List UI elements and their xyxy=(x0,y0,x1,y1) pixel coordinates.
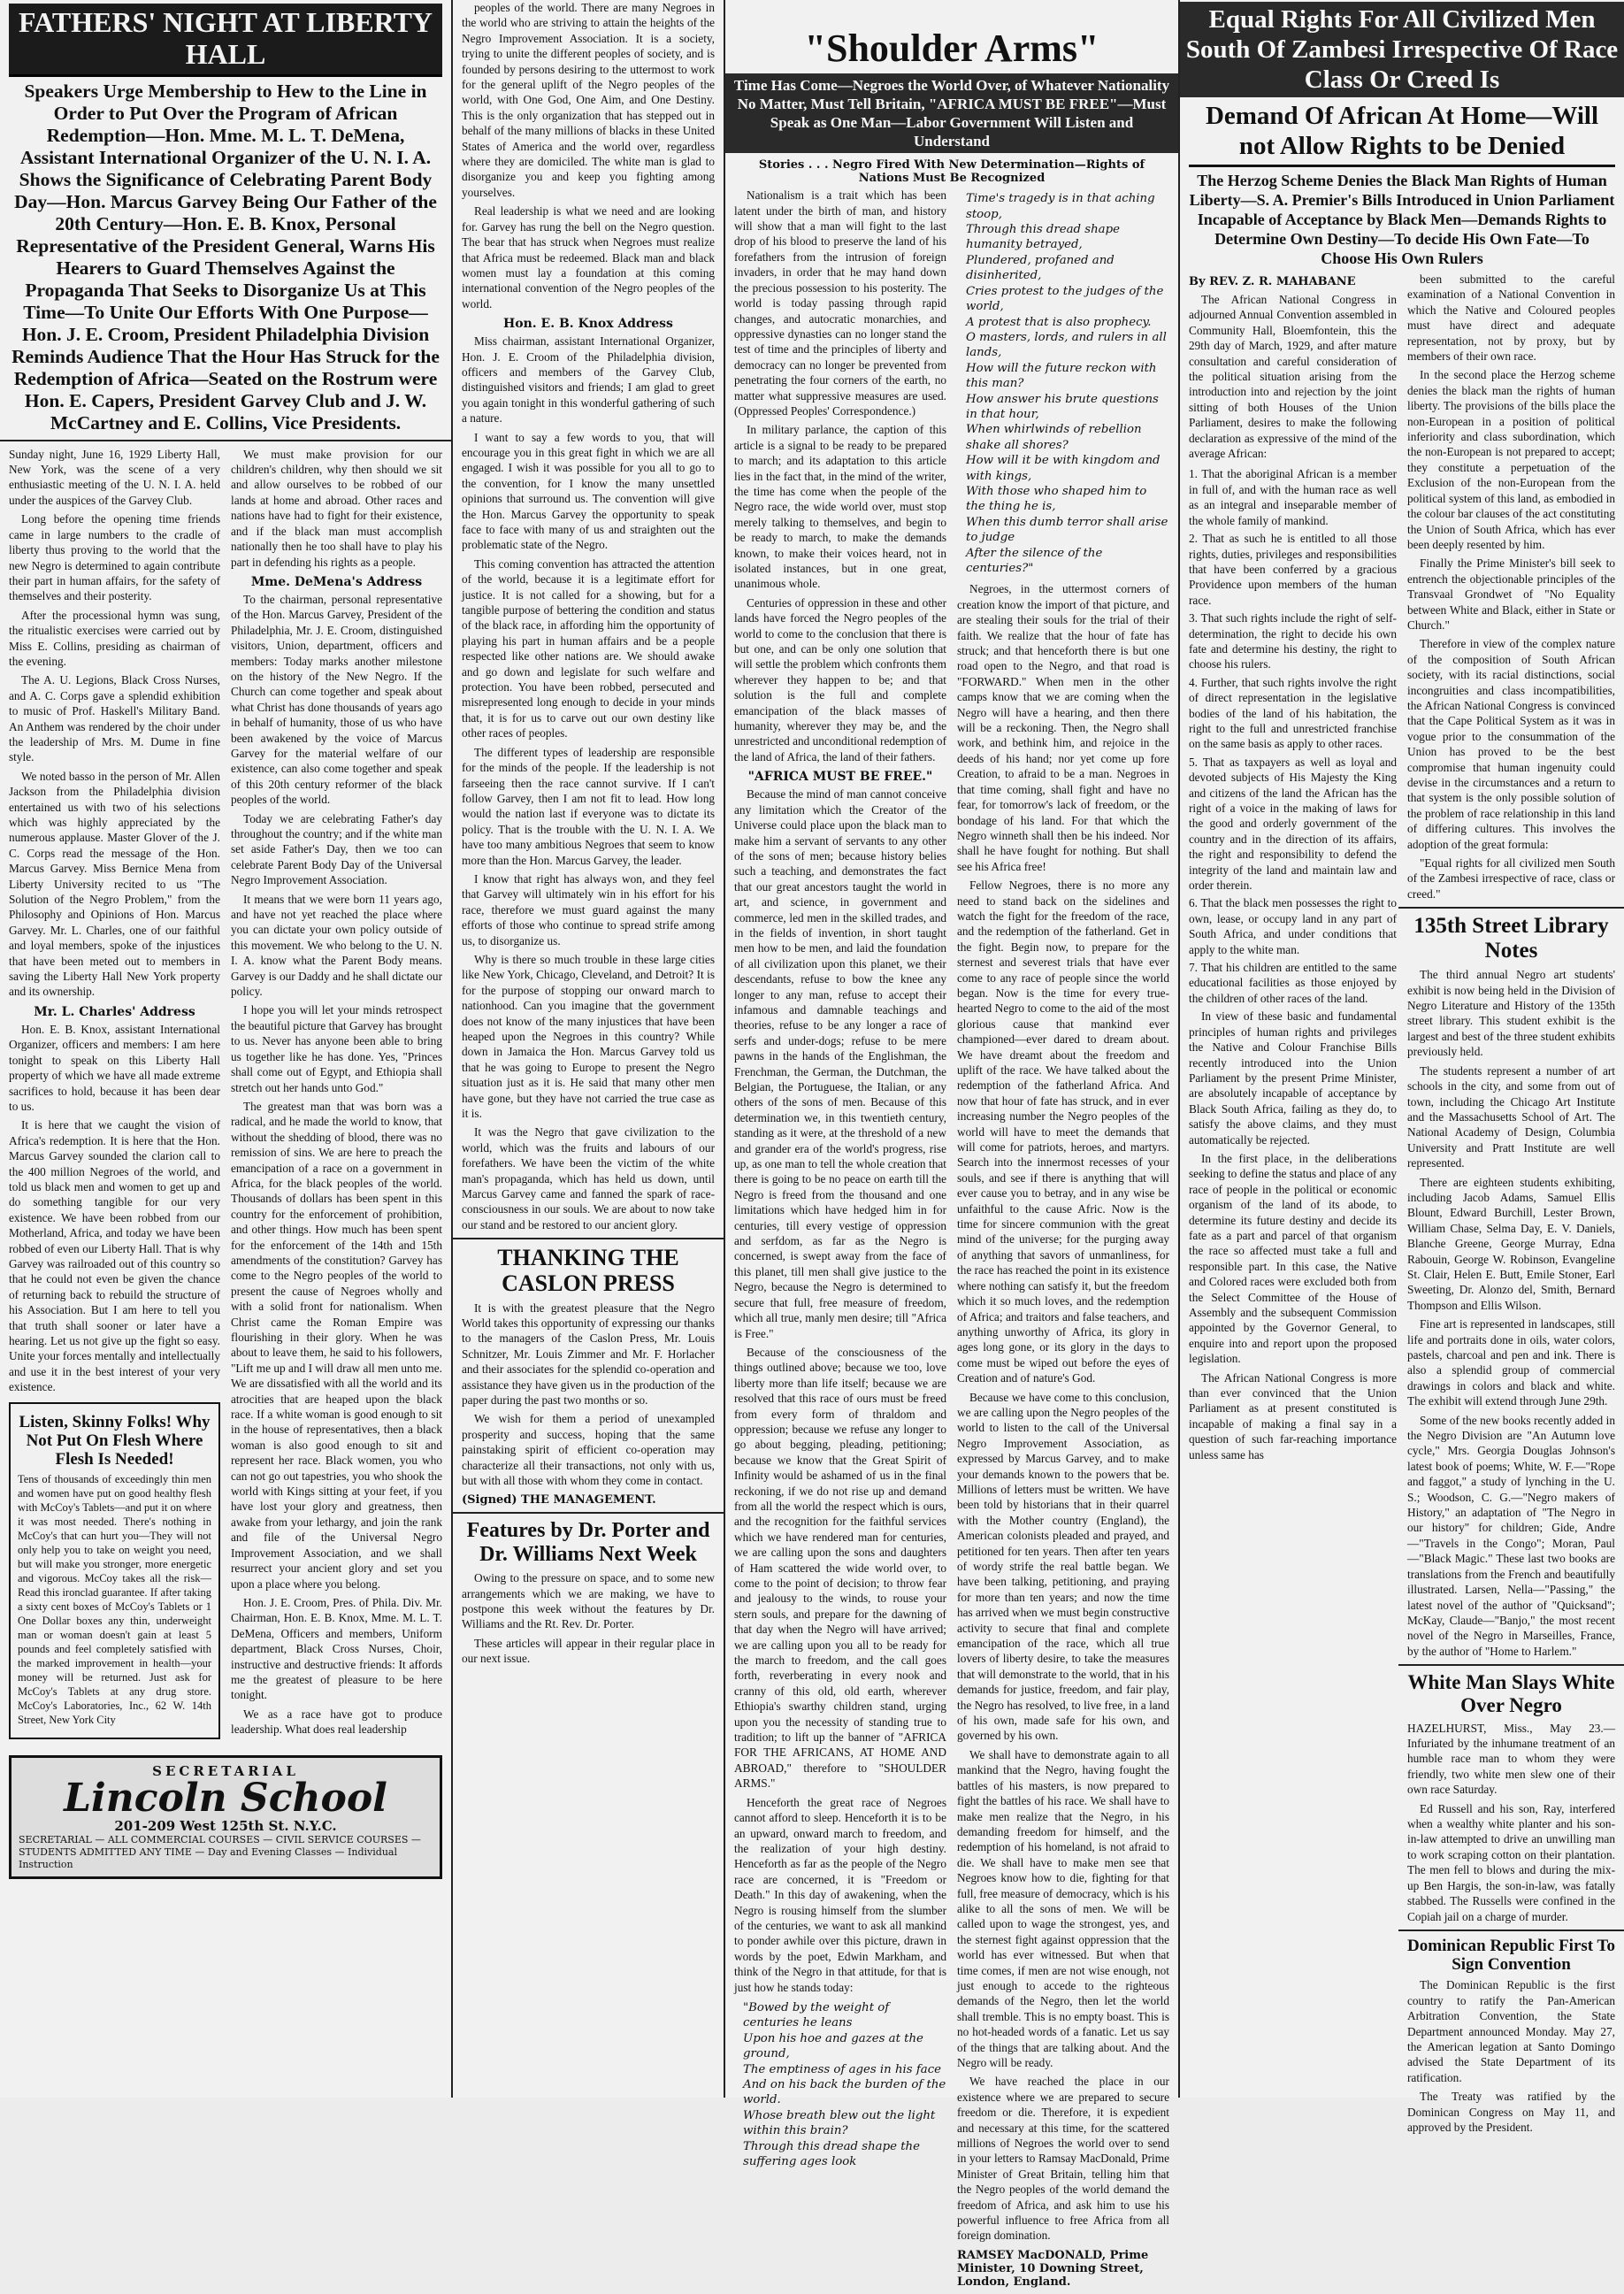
article-paragraph: We shall have to demonstrate again to all mankind that the Negro, having fought the battles of his masters, is now prepared to fight the battles of his race. We shall have to make men realize that the Negro, in his demanding freedom for himself, and the redemption of his homeland, is not afraid to die. We shall have to make men see that Negroes know how to die, fighting for that full, free measure of democracy, which is his alike to all the sons of men. We will be called upon to wage the strongest, yes, and the sternest fight against oppression that the world has ever witnessed. But when that time comes, if men are not wise enough, not just enough to accede to the righteous demands of the Negro, then let the world shall tremble. This is no empty boast. This is no hot-headed words of a fanatic. Let us say of the things that are talking about. And the Negro will be ready. xyxy=(957,1747,1169,2070)
list-item: 2. That as such he is entitled to all those rights, duties, privileges and responsibilities that have been conferred by a gracious Providence upon members of the human race. xyxy=(1189,532,1397,607)
column-knox xyxy=(453,0,724,2098)
poem-line: Whose breath blew out the light within this brain? xyxy=(743,2108,936,2138)
demena-address xyxy=(231,592,442,1738)
article-paragraph: The students represent a number of art schools in the city, and some from out of town, including the Chicago Art Institute and the Massachusetts School of Art. The National Academy of Design, Columbia University and Pratt Institute are well represented. xyxy=(1407,1063,1615,1170)
poem-line: Time's tragedy is in that aching stoop, xyxy=(966,192,1155,221)
article-paragraph: The third annual Negro art students' exhibit is now being held in the Division of Negro Literature and History of the 135th street library. This student exhibit is the largest and best of the three student exhibits previously held. xyxy=(1407,968,1615,1059)
mccoys-ad xyxy=(9,1402,220,1740)
article-paragraph: The African National Congress in adjourned Annual Convention assembled in Community Hall, Bloemfontein, this the 29th day of March, 1929, and after mature consultation and careful consideration of the political situation arising from the introduction into and rejection by the joint sitting of both Houses of the Union Parliament, desires to make the following declaration as expressive of the mind of the average African: xyxy=(1189,293,1397,461)
article-paragraph: Because the mind of man cannot conceive any limitation which the Creator of the Universe could place upon the black man to make him a servant of servants to any other of the sons of men; because history belies such a teaching, and demonstrates the fact that our great ancestors taught the world in art, and science, in government and commerce, led men in the skilled trades, and in the fields of invention, in short taught men how to be men, and laid the foundation of all civilization upon this planet, we their descendants, refuse to bow the knee any longer to any man, refuse to accept their infamous and damnable teachings and theories, refuse to be any longer a race of serfs and under-dogs; refuse to be mere pawns in the hands of the Englishman, the Frenchman, the German, the Dutchman, the Belgian, the Portuguese, the Italian, or any others of the sons of men. Because of this determination we, in this twentieth century, standing as it were, at the threshold of a new and grander era of the world's progress, rise up, as one man to tell the whole creation that there is going to be no peace on earth till the Negro is freed from the thousand and one limitations which have hedged him in for centuries, till every vestige of oppression and serfdom, as far as the Negro is concerned, is swept away from the face of this planet, till men shall give justice to the Negro, because the Negro is determined to secure that full, free measure of freedom, which all true, manly men desire; till "Africa is Free." xyxy=(734,787,946,1340)
list-item: 1. That the aboriginal African is a member in full of, and with the human race as well as an integral and inseparable member of the whole family of mankind. xyxy=(1189,467,1397,527)
school-logo: Lincoln School xyxy=(64,1776,387,1822)
dominican-text xyxy=(1407,1977,1615,2135)
shoulder-arms-body xyxy=(734,188,1169,2294)
poem-line: When whirlwinds of rebellion shake all shores? xyxy=(966,423,1142,452)
article-paragraph: These articles will appear in their regular place in our next issue. xyxy=(462,1636,715,1666)
caslon-signature: (Signed) THE MANAGEMENT. xyxy=(462,1493,656,1508)
library-notes-title: 135th Street Library Notes xyxy=(1413,914,1609,963)
dominican-title: Dominican Republic First To Sign Convention xyxy=(1407,1936,1615,1975)
poem-line: Plundered, profaned and disinherited, xyxy=(966,253,1115,283)
caslon-title: THANKING THE CASLON PRESS xyxy=(497,1245,679,1297)
article-paragraph: After the processional hymn was sung, the ritualistic exercises were carried out by Miss E. Collins, presiding as chairman of the evening. xyxy=(9,608,220,668)
article-paragraph: In the first place, in the deliberations seeking to define the status and place of any race of people in the political or economic organism of the land of its abode, to determine its future destiny and decide its fate as a part and parcel of that organism the race so affected must take a full and responsible part. In this case, the Native and Colored races were excluded both from the Select Committee of the House of Assembly and the subsequent Commission appointed by the Governor General, to enquire into and report upon the proposed legislation. xyxy=(1189,1151,1397,1366)
divider xyxy=(0,440,451,441)
poem-line: Upon his hoe and gazes at the ground, xyxy=(743,2031,923,2061)
list-item: 4. Further, that such rights involve the right of direct representation in the legislative bodies of the land of his habitation, the right to the full and unrestricted franchise on the same basis as apply to other races. xyxy=(1189,675,1397,751)
list-item: 5. That as taxpayers as well as loyal and devoted subjects of His Majesty the King and citizens of the land the African has the right of a voice in the making of laws for the good and orderly government of the country and in the direction of its affairs, the right and responsibility to defend the integrity of the land and maintain law and order therein. xyxy=(1189,755,1397,893)
school-top-label: SECRETARIAL xyxy=(152,1763,299,1780)
fathers-night-left xyxy=(9,447,220,1000)
divider xyxy=(1398,1664,1624,1666)
shoulder-arms-left-2 xyxy=(734,786,946,1995)
caslon-text xyxy=(462,1300,715,1489)
slaying-text xyxy=(1407,1721,1615,1924)
article-paragraph: Finally the Prime Minister's bill seek to entrench the objectionable principles of the Transvaal Grondwet of "No Equality between White and Black, either in State or Church." xyxy=(1407,556,1615,632)
article-paragraph: Miss chairman, assistant International Organizer, Hon. J. E. Croom of the Philadelphia division, officers and members of the Garvey Club, distinguished visitors and friends; I am glad to greet you again tonight in this wonderful gathering of such a nature. xyxy=(462,334,715,426)
article-paragraph: Why is there so much trouble in these large cities like New York, Chicago, Cleveland, and Detroit? It is for the purpose of stopping our onward march to nationhood. Can you imagine that the government does not know of the many injustices that have been heaped upon the Negroes in this country? While down in Jamaica the Hon. Marcus Garvey told us that he was going to Europe to present the Negro situation just as it is. He said that many other men have gone, but they have not carried the true case as it is. xyxy=(462,952,715,1121)
equal-rights-intro xyxy=(1189,292,1397,461)
article-paragraph: Hon. J. E. Croom, Pres. of Phila. Div. Mr. Chairman, Hon. E. B. Knox, Mme. M. L. T. DeMena, Officers and members, Uniform department, Black Cross Nurses, Choir, instructive and destructive friends: It affords me the greatest of pleasure to be here tonight. xyxy=(231,1595,442,1702)
article-paragraph: HAZELHURST, Miss., May 23.—Infuriated by the inhumane treatment of an humble race man to whom they were friendly, two white men slew one of their own race Saturday. xyxy=(1407,1721,1615,1797)
subheading-africa-free: "AFRICA MUST BE FREE." xyxy=(747,770,933,785)
article-paragraph: It is with the greatest pleasure that the Negro World takes this opportunity of expressing our thanks to the managers of the Caslon Press, Mr. Louis Schnitzer, Mr. Louis Zimmer and Mr. F. Horlacher and their associates for the splendid co-operation and assistance they have given us in the production of the paper during the past two months or so. xyxy=(462,1300,715,1407)
article-paragraph: Nationalism is a trait which has been latent under the birth of man, and history will show that a man will fight to the last drop of his blood to preserve the land of his forefathers from the intrusion of foreign invaders, in order that he may hand down the precious possession to his posterity. The world is today passing through rapid changes, and autocratic monarchies, and oppressive dynasties can no longer stand the test of time and the principles of liberty and democracy can no longer be prevented from penetrating the four corners of the earth, no matter what suppressive measures are used. (Oppressed Peoples' Correspondence.) xyxy=(734,188,946,418)
article-paragraph: Henceforth the great race of Negroes cannot afford to sleep. Henceforth it is to be an upward, onward march to freedom, and the realization of your high destiny. Henceforth as far as the people of the Negro race are concerned, it is "Freedom or Death." In this day of awakening, when the Negro is rousing himself from the slumber of the centuries, we want to ask all mankind to ponder awhile over this picture, drawn in words by the poet, Edwin Markham, and think of the Negro in that attitude, for that is just how he stands today: xyxy=(734,1795,946,1994)
poem-line: How will the future reckon with this man? xyxy=(966,361,1157,391)
poem-line: The emptiness of ages in his face xyxy=(743,2062,942,2076)
divider xyxy=(1398,907,1624,909)
article-paragraph: Because of the consciousness of the things outlined above; because we too, love liberty more than life itself; because we are resolved that this race of ours must be freed from every form of thraldom and oppression; because we refuse any longer to go about begging, pleading, petitioning; because we know that the Great Spirit of Infinity would be ashamed of us in the final reckoning, if we do not rise up and demand from all the world the respect which is ours, and the recognition for the faithful services which we have rendered man for centuries, we are calling upon the sons and daughters of Ham scattered the wide world over, to come to the point of decision; to throw fear and jealousy to the winds, to rouse your stern souls, and prepare for the dawning of that day when the Negro will have arrived; we are calling upon you all to be ready for the march to freedom, and the call goes forth, reverberating in every nook and cranny of this old, old earth, wherever Ethiopia's swarthy children stand, urging upon you the necessity of standing true to tradition; to lift up the banner of "AFRICA FOR THE AFRICANS, AT HOME AND ABROAD," therefore to "SHOULDER ARMS." xyxy=(734,1345,946,1791)
article-paragraph: This coming convention has attracted the attention of the world, because it is a legitimate effort for justice. It is not called for a showing, but for a tangible purpose of bettering the condition and status of the black race, in affording him the opportunity of playing his part in human affairs and be a people respected like other nations are. We should awake and go down and legislate for such welfare and protection. You have been robbed, persecuted and misrepresented long enough to decide in your minds that, it is for us to carve out our own destiny like other races of peoples. xyxy=(462,556,715,740)
mccoys-ad-body: Tens of thousands of exceedingly thin men and women have put on good healthy flesh with McCoy's Tablets—and put it on where it was most needed. There's nothing in McCoy's that can hurt you—They will not only help you to take on weight you need, but will make you stronger, more energetic and vigorous. McCoy takes all the risk—Read this ironclad guarantee. If after taking a sixty cent boxes of McCoy's Tablets or 1 One Dollar boxes any thin, underweight man or woman doesn't gain at least 5 pounds and feel completely satisfied with the marked improvement in health—your money will be returned. Just ask for McCoy's Tablets at any drug store. McCoy's Laboratories, Inc., 62 W. 14th Street, New York City xyxy=(18,1473,211,1727)
column-shoulder-arms xyxy=(725,0,1178,2289)
equal-rights-body xyxy=(1189,272,1615,2141)
article-paragraph: Sunday night, June 16, 1929 Liberty Hall, New York, was the scene of a very enthusiastic meeting of the U. N. I. A. held under the auspices of the Garvey Club. xyxy=(9,447,220,507)
article-paragraph: I hope you will let your minds retrospect the beautiful picture that Garvey has brought to us. Never has anyone been able to bring us together like he has done. Yes, "Princes shall come out of Egypt, and Ethiopia shall stretch out her hands unto God." xyxy=(231,1003,442,1094)
shoulder-arms-headline: "Shoulder Arms" xyxy=(804,27,1099,70)
divider xyxy=(453,1512,724,1514)
column-equal-rights xyxy=(1180,0,1624,2135)
article-paragraph: Fellow Negroes, there is no more any need to stand back on the sidelines and watch the fight for the freedom of the race, and the redemption of the fatherland. Get in the fight. Begin now, to prepare for the sternest and severest trials that have ever come to any race of people since the world began. Now is the time for every true-hearted Negro to come to the aid of the most glorious cause that mankind ever championed—ever dared to dream about. We have dreamt about the freedom and uplift of the race. We have talked about the redemption of the fatherland Africa. And now that hour of fate has struck, and in ever increasing number the Negro peoples of the world will have to meet the demands that will come for patriots, heroes, and martyrs. Search into the innermost recesses of your souls, and see if there is anything that will ever cause you to betray, and in any wise be unfaithful to the cause Afric. Now is the time for sincere communion with the great mind of the universe; for the purging away of anything that savors of unmanliness, for the race has reached the point in its existence where nothing can satisfy it, but the freedom which it so much loves, and the redemption of Africa; and traitors and false teachers, and anything unworthy of Africa, its glory in ages long gone, or its glory in the days to come must be wiped out before the eyes of Creation and of nature's God. xyxy=(957,878,1169,1385)
poem-line: Through this dread shape the suffering ages look xyxy=(743,2139,920,2169)
article-paragraph: The A. U. Legions, Black Cross Nurses, and A. C. Corps gave a splendid exhibition to music of Prof. Haskell's Military Band. An Anthem was rendered by the choir under the leadership of Mrs. M. Dume in fine style. xyxy=(9,673,220,764)
poem-line: Cries protest to the judges of the world, xyxy=(966,284,1164,314)
poem-line: When this dumb terror shall arise to judge xyxy=(966,515,1168,545)
article-paragraph: Long before the opening time friends came in large numbers to the cradle of liberty thus proving to the world that the new Negro is determined to again contribute their part in human affairs, for the safety of themselves and their posterity. xyxy=(9,512,220,603)
lincoln-school-ad xyxy=(9,1755,442,1879)
article-paragraph: Today we are celebrating Father's day throughout the country; and if the white man set aside Father's Day, then we too can celebrate Parent Body Day of the Universal Negro Improvement Association. xyxy=(231,811,442,887)
article-paragraph: Owing to the pressure on space, and to some new arrangements which we are making, we have to postpone this week without the features by Dr. Williams and the Rt. Rev. Dr. Porter. xyxy=(462,1571,715,1631)
declaration-list xyxy=(1189,466,1397,1006)
column-fathers-night xyxy=(0,0,451,2098)
shoulder-arms-right xyxy=(957,581,1169,2243)
article-paragraph: We must make provision for our children's children, why then should we sit and allow ourselves to be robbed of our lands at home and abroad. Other races and nations have had to fight for their existence, and if the black man must accomplish nationally then he too shall have to play his part in defending his rights as a people. xyxy=(231,447,442,569)
list-item: 3. That such rights include the right of self-determination, the right to decide his own fate and determine his destiny, the right to choose his rulers. xyxy=(1189,611,1397,671)
subheading-charles: Mr. L. Charles' Address xyxy=(34,1004,195,1019)
article-paragraph: The Dominican Republic is the first country to ratify the Pan-American Arbitration Convention, the State Department announced Monday. May 27, the American legation at Santo Domingo advised the State Department of its ratification. xyxy=(1407,1978,1615,2084)
poem-line: Through this dread shape humanity betrayed, xyxy=(966,223,1120,252)
features-title: Features by Dr. Porter and Dr. Williams Next Week xyxy=(466,1519,710,1567)
library-notes-text xyxy=(1407,967,1615,1659)
subheading-knox: Hon. E. B. Knox Address xyxy=(503,317,673,332)
fathers-night-headline: Speakers Urge Membership to Hew to the Line in Order to Put Over the Program of African Redemption—Hon. Mme. M. L. T. DeMena, Assistant International Organizer of the U. N. I. A. Shows the Significance of Celebrating Parent Body Day—Hon. Marcus Garvey Being Our Father of the 20th Century—Hon. E. B. Knox, Personal Representative of the President General, Warns His Hearers to Guard Themselves Against the Propaganda That Seeks to Disorganize Us at This Time—To Unite Our Efforts With One Purpose—Hon. J. E. Croom, President Philadelphia Division Reminds Audience That the Hour Has Struck for the Redemption of Africa—Seated on the Rostrum were Hon. E. Capers, President Garvey Club and J. W. McCartney and E. Collins, Vice Presidents. xyxy=(11,80,440,433)
equal-rights-headline: Equal Rights For All Civilized Men South Of Zambesi Irrespective Of Race Class Or Creed Is xyxy=(1180,2,1624,97)
equal-rights-text xyxy=(1189,1009,1397,1462)
article-paragraph: Negroes, in the uttermost corners of creation know the import of that picture, and are stealing their souls for the trial of their faith. We realize that the hour of fate has struck; and that henceforth there is but one road open to the Negro, and that road is "FORWARD." When men in the other camps know that we are coming when the Negro will have a hearing, and then there will be a reckoning. Then, the Negro shall work, and bethink him, and rejoice in the deeds of his hand; nor yet come up fore Creation, to afraid to be a man. Negroes in that time coming, shall fight and have no fear, for tomorrow's lack of freedom, or the bondage of his land. For that which the Negro winneth shall then be his indeed. Nor shall he have fought for nothing. But shall see his Africa free! xyxy=(957,582,1169,873)
article-paragraph: In view of these basic and fundamental principles of human rights and privileges the Native and Colour Franchise Bills recently introduced into the Union Parliament by the present Prime Minister, are absolutely incapable of acceptance by Black South Africa, failing as they do, to satisfy the above claims, and they must automatically be rejected. xyxy=(1189,1009,1397,1147)
article-paragraph: peoples of the world. There are many Negroes in the world who are striving to attain the heights of the Negro Improvement Association. It is a society, trying to unite the different peoples of society, and is founded by persons desiring to the uttermost to work for the general uplift of the Negro peoples of the world, with One God, One Aim, and One Destiny. This is the only organization that has stepped out in behalf of the many millions of blacks in these United States of America and the world over, regardless where they are domiciled. The white man is glad to disorganize you and keep you fighting among yourselves. xyxy=(462,1,715,199)
article-paragraph: It means that we were born 11 years ago, and have not yet reached the place where you can dictate your own policy outside of this movement. We who belong to the U. N. I. A. know what the Parent Body means. Garvey is our Daddy and he shall dictate our policy. xyxy=(231,892,442,999)
article-paragraph: We wish for them a period of unexampled prosperity and success, hoping that the same painstaking spirit of efficient co-operation may characterize all their transactions, not only with us, but with all those with whom they come in contact. xyxy=(462,1412,715,1487)
slaying-title: White Man Slays White Over Negro xyxy=(1407,1671,1615,1716)
poem-line: After the silence of the centuries?" xyxy=(966,546,1103,576)
shoulder-arms-left xyxy=(734,188,946,764)
article-paragraph: The greatest man that was born was a radical, and he made the world to know, that without the shedding of blood, there was no remission of sins. We are here to preach the emancipation of a race on a government in Africa, for the black peoples of the world. Thousands of dollars has been spent in this country for the enforcement of prohibition, and other things. How much has been spent for the enforcement of the 14th and 15th amendments of the constitution? Garvey has come to the Negro peoples of the world to present the cause of Negroes wholly and with a solid front for nationalism. When Christ came the Roman Empire was flourishing in their glory. When he was about to leave them, he said to his followers, "Lift me up and I will draw all men unto me. We are dissatisfied with all the world and its atrocities that are heaped upon the black race. If a white woman is good enough to sit in the house of representatives, then a black woman is also good enough to sit and represent her race. Black women, you who can not go out tapestries, you who shook the world with Kings sitting at your feet, if you have lost your glory and greatness, then awake from your lethargy, and join the rank and file of the Universal Negro Improvement Association, and we shall resurrect your ancient glory and set you upon a place where you belong. xyxy=(231,1099,442,1591)
fathers-night-right xyxy=(231,447,442,570)
macdonald-address: RAMSEY MacDONALD, Prime Minister, 10 Downing Street, London, England. xyxy=(957,2248,1149,2289)
poem-line: How will it be with kingdom and with kings, xyxy=(966,454,1161,483)
shoulder-arms-deck: Time Has Come—Negroes the World Over, of Whatever Nationality No Matter, Must Tell Britain, "AFRICA MUST BE FREE"—Must Speak as One Man—Labor Government Will Listen and Understand xyxy=(725,73,1178,153)
equal-rights-deck: The Herzog Scheme Denies the Black Man Rights of Human Liberty—S. A. Premier's Bills Introduced in Union Parliament Incapable of Acceptance by Black Men—Demands Rights to Determine Own Destiny—To decide His Own Fate—To Choose His Own Rulers xyxy=(1189,172,1615,267)
equal-rights-headline-2: Demand Of African At Home—Will not Allow Rights to be Denied xyxy=(1189,101,1615,167)
article-paragraph: In military parlance, the caption of this article is a signal to be ready to be prepared to march; and its adaptation to this article lies in the fact that, in the mind of the writer, the time has come when the people of the Negro race, the wide world over, must stop merely talking to themselves, and begin to be ready to march, to make the demands known, to make their voices heard, not in isolated instances, but in one great, unanimous whole. xyxy=(734,423,946,591)
leadership-text xyxy=(462,0,715,311)
article-paragraph: Centuries of oppression in these and other lands have forced the Negro peoples of the world to come to the conclusion that there is but one, and can be only one solution that will settle the problem which confronts them wherever they happen to be; and that solution is the full and complete emancipation of the black masses of humanity, wherever they may be, and the unrestricted and unconditional redemption of the land of Africa, the land of their fathers. xyxy=(734,595,947,763)
list-item: 7. That his children are entitled to the same educational facilities as those enjoyed by the children of other races of the land. xyxy=(1189,961,1397,1005)
list-item: 6. That the black men possesses the right to own, lease, or occupy land in any part of South Africa, and under conditions that apply to the white man. xyxy=(1189,896,1397,956)
poem-line: A protest that is also prophecy. xyxy=(966,315,1152,329)
article-paragraph: Some of the new books recently added in the Negro Division are "An Autumn love cycle," Mrs. Georgia Douglas Johnson's latest book of poems; White, W. F.—"Rope and faggot," a study of lynching in the U. S.; Woodson, C. G.—"Negro makers of History," an adaptation of "The Negro in our history" for children; Gide, Andre—"Travels in the Congo"; Moran, Paul—"Black Magic." These last two books are translations from the French and beautifully illustrated. Larsen, Nella—"Passing," the latest novel of the author of "Quicksand"; McKay, Claude—"Banjo," the most recent novel of the Negro in Marseilles, France, by the author of "Home to Harlem." xyxy=(1407,1413,1615,1658)
article-paragraph: It is here that we caught the vision of Africa's redemption. It is here that the Hon. Marcus Garvey sounded the clarion call to the 400 million Negroes of the world, and told us black men and women to get up and do something tangible for our very existence. We have been robbed from our Motherland, Africa, and today we have been robbed of even our Liberty Hall. That is why Garvey was railroaded out of this country so that he could not even be given the chance of returning back to rebuild the structure of his Association. But I am here to tell you that truth shall sooner or later have a hearing. Let us not give up the fight so easy. Unite your forces mentally and intellectually and use it in the best interest of your very existence. xyxy=(9,1118,220,1394)
markham-poem-part1 xyxy=(743,2000,946,2169)
knox-address xyxy=(462,334,715,1232)
article-paragraph: The different types of leadership are responsible for the minds of the people. If the leadership is not farseeing then the race cannot survive. If I can't follow Garvey, then I am not fit to lead. How long would the nation last if everyone was to dictate its policy. That is the trouble with the U. N. I. A. We have too many ambitious Negroes that seem to know more than the Hon. Marcus Garvey, the leader. xyxy=(462,745,715,867)
article-paragraph: Hon. E. B. Knox, assistant International Organizer, officers and members: I am here tonight to speak on this Liberty Hall property of which we have all made extreme sacrifices to hold, because it has been dear to us. xyxy=(9,1022,220,1113)
article-paragraph: The African National Congress is more than ever convinced that the Union Parliament as at present constituted is incapable of making a final say in a question of such far-reaching importance unless same has xyxy=(1189,1370,1397,1462)
shoulder-arms-subline: Stories . . . Negro Fired With New Determination—Rights of Nations Must Be Recognized xyxy=(758,158,1145,186)
article-paragraph: It was the Negro that gave civilization to the world, which was the fruits and labours of our forefathers. We have been the victim of the white man's propaganda, which has held us down, until Marcus Garvey came and fanned the spark of race-consciousness in our souls. We are about to now take our stand and be restored to our ancient glory. xyxy=(462,1125,715,1231)
article-paragraph: In the second place the Herzog scheme denies the black man the rights of human liberty. The provisions of the bills place the non-European in a position of political inferiority and class subordination, which the non-European is not prepared to accept; they constitute a perpetuation of the Exclusion of the non-European from the political system of this land, as embodied in the colour bar clauses of the act constituting the Union of South Africa, which has ever been deeply resented by him. xyxy=(1407,368,1615,551)
poem-line: How answer his brute questions in that hour, xyxy=(966,392,1159,421)
school-address: 201-209 West 125th St. N.Y.C. xyxy=(114,1818,337,1835)
divider xyxy=(1398,1930,1624,1931)
article-paragraph: I know that right has always won, and they feel that Garvey will ultimately win in his effort for his race, therefore we must guard against the many efforts of those who continue to spread strife among us, to disorganize us. xyxy=(462,871,715,948)
article-paragraph: To the chairman, personal representative of the Hon. Marcus Garvey, President of the Philadelphia, Mr. J. E. Croom, distinguished visitors, Union, department, officers and members: Today marks another milestone on the history of the New Negro. If the Church can come together and speak about what Christ has done thousands of years ago in behalf of humanity, those of us who have been awakened by the voice of Marcus Garvey for the material welfare of our existence, can also come together and speak of this 20th century reformer of the black peoples of the world. xyxy=(231,592,442,807)
byline: By REV. Z. R. MAHABANE xyxy=(1189,275,1356,288)
equal-rights-right xyxy=(1407,272,1615,901)
poem-line: With those who shaped him to the thing he is, xyxy=(966,484,1147,514)
subheading-demena: Mme. DeMena's Address xyxy=(250,574,423,589)
article-paragraph: We have reached the place in our existence where we are prepared to secure freedom or die. Therefore, it is expedient and necessary at this time, for the scattered millions of Negroes the world over to send in your letters to Ramsay MacDonald, Prime Minister of Great Britain, telling him that the Negro peoples of the world demand the freedom of Africa, and ask him to use his powerful influence to free Africa from all foreign domination. xyxy=(957,2075,1169,2243)
article-paragraph: There are eighteen students exhibiting, including Jacob Adams, Samuel Ellis Blount, Edward Burchill, Lester Brown, William Chase, Selma Day, E. V. Daniels, Blanche Greene, George Murray, Edna Rabouin, George W. Robinson, Evangeline St. Clair, Helen E. Butt, Emile Stoner, Earl Sweeting, Dr. Alonzo del, Smith, Bernard Thompson and Ellis Wilson. xyxy=(1407,1175,1615,1312)
features-text xyxy=(462,1570,715,1666)
article-paragraph: "Equal rights for all civilized men South of the Zambesi irrespective of race, class or creed." xyxy=(1407,856,1615,901)
mccoys-ad-title: Listen, Skinny Folks! Why Not Put On Flesh Where Flesh Is Needed! xyxy=(19,1412,211,1469)
article-paragraph: Fine art is represented in landscapes, still life and portraits done in oils, water colors, pastels, charcoal and pen and ink. There is also a splendid group of commercial drawings in colors and black and white. The exhibit will extend through June 29th. xyxy=(1407,1317,1615,1408)
article-paragraph: been submitted to the careful examination of a National Convention in which the Native and Coloured peoples must have direct and adequate representation, not by proxy, but by members of their own race. xyxy=(1407,272,1615,364)
charles-address xyxy=(9,1022,220,1395)
article-paragraph: I want to say a few words to you, that will encourage you in this great fight in which we are all engaged. I wish it was possible for you all to go to the convention, for I know the many unsettled opinions that surround us. The convention will give the Hon. Marcus Garvey the opportunity to speak face to face with many of us and straighten out the problematic state of the Negro. xyxy=(462,430,715,552)
markham-poem-part2 xyxy=(966,191,1169,576)
poem-line: And on his back the burden of the world. xyxy=(743,2078,946,2107)
fathers-night-body xyxy=(9,447,442,1747)
article-paragraph: Ed Russell and his son, Ray, interfered when a wealthy white planter and his son-in-law attempted to drive an unwilling man to work scraping cotton on their plantation. The men fell to blows and during the mix-up Ben Hargis, the son-in-law, was fatally stabbed. The Russells were confined in the Copiah jail on a charge of murder. xyxy=(1407,1801,1615,1923)
divider xyxy=(453,1238,724,1239)
school-details: SECRETARIAL — ALL COMMERCIAL COURSES — CIVIL SERVICE COURSES — STUDENTS ADMITTED ANY TIME — Day and Evening Classes — Individual Instruction xyxy=(19,1834,421,1871)
article-paragraph: We noted basso in the person of Mr. Allen Jackson from the Philadelphia division entertained us with two of his selections which was highly appreciated by the numerous applause. Master Glover of the J. C. Corps read the message of the Hon. Marcus Garvey. Miss Bernice Mena from Liberty University recited to us "The Solution of the Negro Problem," from the Philosophy and Opinions of Hon. Marcus Garvey. Mr. L. Charles, one of our faithful and loyal members, spoke of the injustices that have been meted out to members in saving the Liberty Hall New York property and its ownership. xyxy=(9,769,220,999)
article-paragraph: Because we have come to this conclusion, we are calling upon the Negro peoples of the world to listen to the call of the Universal Negro Improvement Association, as expressed by Marcus Garvey, and to make your demands known to the powers that be. Millions of letters must be written. We have been told by historians that in their quarrel with the Mother country (England), the American colonists pleaded and prayed, and petitioned for ten years. Then after ten years of wordy strife the real battle began. We have been talking, petitioning, and praying for more than ten years; and now the time has arrived when we must begin constructive activity to secure that final and complete emancipation of the race, which all true lovers of liberty desire, to take the measures that will demonstrate to the world, that in his demands for justice, freedom, and fair play, the Negro has resolved, to live free, in a land of his own, made safe for his own, and governed by his own. xyxy=(957,1390,1170,1743)
article-paragraph: We as a race have got to produce leadership. What does real leadership xyxy=(231,1707,442,1737)
poem-line: "Bowed by the weight of centuries he leans xyxy=(743,2000,890,2030)
article-paragraph: Real leadership is what we need and are looking for. Garvey has rung the bell on the Negro question. The bear that has struck when Negroes must realize that Africa must be redeemed. Black man and black women must lay a foundation at this coming international convention of the Negro peoples of the world. xyxy=(462,204,715,311)
article-paragraph: The Treaty was ratified by the Dominican Congress on May 11, and approved by the President. xyxy=(1407,2090,1615,2135)
article-paragraph: Therefore in view of the complex nature of the composition of South African society, with its racial distinctions, social incongruities and class incompatibilities, the African National Congress is convinced that the Cape Political System as it was in vogue prior to the consummation of the Union has proved to be the best compromise that human ingenuity could devise in the circumstances and a return to that system is the only possible solution of the problem of race relationship in this land of differing cultures. This involves the adoption of the great formula: xyxy=(1407,637,1615,851)
fathers-night-banner: FATHERS' NIGHT AT LIBERTY HALL xyxy=(9,4,442,77)
poem-line: O masters, lords, and rulers in all lands, xyxy=(966,330,1167,360)
